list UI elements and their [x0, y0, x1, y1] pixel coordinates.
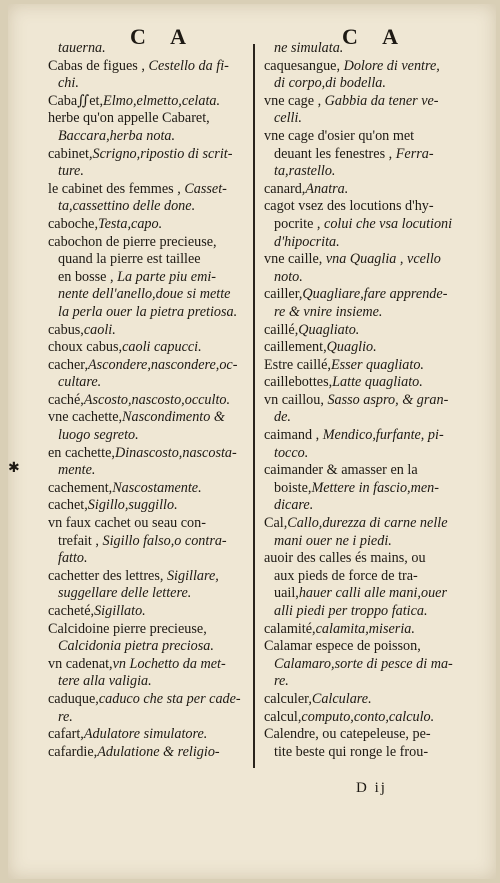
entry-roman: pocrite ,: [274, 215, 325, 232]
entry-italic: Sigillo falso,o contra-: [102, 532, 227, 549]
entry-line: [48, 744, 248, 762]
entry-italic: Mettere in fascio,men-: [311, 479, 439, 496]
entry-line: [48, 445, 248, 463]
entry-line: [48, 480, 248, 498]
entry-italic: Sigillato.: [94, 603, 146, 619]
entry-line: [48, 497, 248, 515]
entry-line: [48, 726, 248, 744]
entry-roman: tite beste qui ronge le frou-: [274, 743, 429, 760]
entry-italic: ne simulata.: [274, 40, 344, 56]
entry-italic: caoli capucci.: [122, 339, 202, 356]
entry-line: [48, 146, 248, 164]
entry-line: [48, 216, 248, 234]
entry-line: [264, 339, 486, 357]
entry-line: [48, 691, 248, 709]
entry-italic: nente dell'anello,doue si mette: [58, 286, 231, 303]
entry-line: [48, 75, 248, 93]
entry-line: [264, 357, 486, 375]
entry-italic: d'hipocrita.: [274, 233, 340, 250]
entry-roman: cabochon de pierre precieuse,: [48, 233, 217, 250]
right-running-head: C A: [342, 24, 409, 49]
entry-roman: caillé,: [264, 321, 299, 338]
entry-line: [264, 181, 486, 199]
entry-italic: caduco che sta per cade-: [98, 690, 241, 707]
entry-roman: vne cage ,: [264, 92, 325, 109]
entry-italic: luogo segreto.: [58, 427, 139, 444]
entry-line: [264, 234, 486, 252]
entry-line: [48, 93, 248, 111]
entry-italic: mani ouer ne i piedi.: [274, 532, 392, 549]
entry-italic: Quagliare,fare apprende-: [302, 286, 448, 303]
entry-italic: Sigillo,suggillo.: [87, 497, 178, 514]
entry-italic: re.: [58, 708, 73, 725]
entry-italic: noto.: [274, 268, 303, 285]
entry-line: [48, 357, 248, 375]
entry-roman: cabinet,: [48, 145, 93, 162]
entry-line: [48, 322, 248, 340]
entry-line: [264, 726, 486, 744]
entry-line: [264, 251, 486, 269]
entry-italic: cultare.: [58, 374, 102, 391]
entry-roman: vne cachette,: [48, 409, 123, 426]
entry-italic: tauerna.: [58, 40, 106, 56]
entry-line: [264, 533, 486, 551]
entry-roman: cafardie,: [48, 743, 98, 760]
entry-italic: Calamaro,sorte di pesce di ma-: [274, 655, 453, 672]
entry-italic: La parte piu emi-: [117, 268, 217, 285]
entry-line: [48, 533, 248, 551]
entry-italic: Callo,durezza di carne nelle: [287, 515, 448, 532]
entry-italic: colui che vsa locutioni: [324, 215, 453, 232]
entry-italic: re & vnire insieme.: [274, 303, 383, 320]
entry-line: [264, 286, 486, 304]
entry-italic: tocco.: [274, 444, 309, 461]
entry-italic: alli piedi per troppo fatica.: [274, 603, 428, 619]
entry-italic: Calculare.: [311, 690, 372, 707]
entry-roman: caché,: [48, 391, 84, 408]
entry-line: [48, 673, 248, 691]
entry-italic: fatto.: [58, 550, 88, 567]
entry-line: [264, 392, 486, 410]
entry-line: [264, 110, 486, 128]
entry-roman: Calcidoine pierre precieuse,: [48, 620, 207, 637]
entry-italic: Ferra-: [395, 145, 434, 162]
entry-line: [264, 58, 486, 76]
right-column: [264, 40, 486, 761]
entry-line: [48, 550, 248, 568]
entry-italic: di corpo,di bodella.: [274, 75, 386, 92]
entry-italic: Testa,capo.: [98, 215, 163, 232]
entry-line: [264, 691, 486, 709]
entry-line: [264, 656, 486, 674]
entry-italic: chi.: [58, 75, 79, 92]
entry-roman: Caba∬et,: [48, 92, 104, 109]
entry-line: [264, 427, 486, 445]
entry-line: [48, 621, 248, 639]
entry-line: [48, 128, 248, 146]
entry-roman: deuant les fenestres ,: [274, 145, 396, 162]
entry-line: [48, 603, 248, 621]
entry-line: [48, 709, 248, 727]
entry-line: [48, 568, 248, 586]
entry-roman: cacheté,: [48, 603, 95, 619]
entry-roman: Calendre, ou catepeleuse, pe-: [264, 726, 431, 743]
entry-line: [48, 392, 248, 410]
entry-roman: cachet,: [48, 497, 88, 514]
entry-line: [264, 198, 486, 216]
entry-italic: Sasso aspro, & gran-: [327, 391, 449, 408]
entry-line: [48, 638, 248, 656]
entry-line: [48, 427, 248, 445]
entry-italic: calamita,miseria.: [315, 620, 415, 637]
entry-roman: calamité,: [264, 620, 316, 637]
entry-italic: computo,conto,calculo.: [301, 708, 435, 725]
entry-line: [264, 515, 486, 533]
entry-roman: cabus,: [48, 321, 84, 338]
entry-line: [264, 146, 486, 164]
entry-roman: uail,: [274, 585, 299, 602]
entry-italic: Adulatore simulatore.: [83, 726, 208, 743]
entry-roman: cachement,: [48, 479, 113, 496]
entry-line: [264, 128, 486, 146]
entry-roman: calculer,: [264, 690, 312, 707]
entry-italic: Casset-: [184, 180, 227, 197]
entry-italic: Adulatione & religio-: [97, 743, 220, 760]
entry-italic: dicare.: [274, 497, 314, 514]
entry-roman: vne cage d'osier qu'on met: [264, 127, 415, 144]
entry-line: [48, 409, 248, 427]
book-page: [8, 4, 496, 879]
entry-roman: caillebottes,: [264, 374, 333, 391]
entry-line: [264, 374, 486, 392]
entry-roman: Estre caillé,: [264, 356, 331, 373]
entry-line: [48, 251, 248, 269]
entry-roman: canard,: [264, 180, 306, 197]
entry-line: [48, 339, 248, 357]
entry-italic: la perla ouer la pietra pretiosa.: [58, 303, 238, 320]
entry-line: [264, 621, 486, 639]
entry-italic: Ascosto,nascosto,occulto.: [83, 391, 231, 408]
entry-italic: tere alla valigia.: [58, 673, 152, 690]
entry-italic: mente.: [58, 462, 96, 479]
entry-line: [48, 40, 248, 58]
entry-italic: Baccara,herba nota.: [58, 127, 176, 144]
entry-roman: choux cabus,: [48, 339, 123, 356]
entry-line: [264, 603, 486, 621]
entry-roman: caimand ,: [264, 427, 323, 444]
entry-roman: en cachette,: [48, 444, 115, 461]
entry-italic: caoli.: [83, 321, 116, 338]
entry-line: [264, 322, 486, 340]
entry-line: [48, 269, 248, 287]
entry-roman: caduque,: [48, 690, 99, 707]
entry-line: [48, 163, 248, 181]
entry-roman: calcul,: [264, 708, 302, 725]
entry-roman: Cabas de figues ,: [48, 57, 149, 74]
entry-line: [48, 304, 248, 322]
entry-italic: Elmo,elmetto,celata.: [103, 92, 221, 109]
entry-line: [264, 409, 486, 427]
entry-line: [264, 163, 486, 181]
entry-line: [264, 462, 486, 480]
entry-line: [264, 40, 486, 58]
entry-roman: en bosse ,: [58, 268, 118, 285]
entry-roman: quand la pierre est taillee: [58, 251, 201, 268]
entry-roman: Calamar espece de poisson,: [264, 638, 421, 655]
entry-italic: Latte quagliato.: [332, 374, 423, 391]
entry-roman: cafart,: [48, 726, 84, 743]
entry-italic: Gabbia da tener ve-: [324, 92, 439, 109]
entry-italic: Dolore di ventre,: [343, 57, 440, 74]
entry-italic: de.: [274, 409, 291, 426]
entry-italic: Anatra.: [305, 180, 349, 197]
entry-italic: Quaglio.: [326, 339, 377, 356]
entry-italic: Nascostamente.: [112, 479, 202, 496]
entry-roman: aux pieds de force de tra-: [274, 567, 418, 584]
entry-italic: Nascondimento &: [122, 409, 225, 426]
entry-line: [48, 58, 248, 76]
entry-italic: suggellare delle lettere.: [58, 585, 192, 602]
entry-italic: ta,cassettino delle done.: [58, 198, 196, 215]
entry-line: [264, 568, 486, 586]
entry-roman: vn faux cachet ou seau con-: [48, 515, 206, 532]
entry-roman: vn cadenat,: [48, 655, 113, 672]
entry-roman: caimander & amasser en la: [264, 462, 418, 479]
entry-line: [264, 93, 486, 111]
entry-line: [264, 75, 486, 93]
signature-mark: D ij: [356, 780, 387, 796]
left-running-head: C A: [130, 24, 197, 49]
entry-line: [264, 445, 486, 463]
entry-italic: re.: [274, 673, 289, 690]
entry-roman: caboche,: [48, 215, 99, 232]
entry-italic: Ascondere,nascondere,oc-: [88, 356, 238, 373]
entry-roman: auoir des calles és mains, ou: [264, 550, 426, 567]
margin-ink-mark: ✱: [8, 461, 20, 476]
entry-line: [48, 462, 248, 480]
entry-italic: Dinascosto,nascosta-: [114, 444, 237, 461]
entry-line: [264, 585, 486, 603]
entry-italic: ta,rastello.: [274, 163, 336, 180]
column-divider: [253, 44, 255, 768]
entry-roman: le cabinet des femmes ,: [48, 180, 185, 197]
entry-italic: celli.: [274, 110, 302, 127]
entry-roman: trefait ,: [58, 532, 103, 549]
entry-italic: Esser quagliato.: [330, 356, 424, 373]
entry-italic: hauer calli alle mani,ouer: [298, 585, 447, 602]
entry-line: [48, 515, 248, 533]
entry-line: [264, 497, 486, 515]
entry-italic: Calcidonia pietra preciosa.: [58, 638, 214, 655]
entry-italic: vn Lochetto da met-: [112, 655, 226, 672]
entry-italic: Sigillare,: [166, 567, 219, 584]
entry-line: [264, 744, 486, 762]
entry-italic: Mendico,furfante, pi-: [322, 427, 444, 444]
entry-roman: cachetter des lettres,: [48, 567, 167, 584]
entry-italic: vna Quaglia , vcello: [325, 251, 441, 268]
entry-roman: herbe qu'on appelle Cabaret,: [48, 110, 210, 127]
entry-line: [48, 656, 248, 674]
entry-line: [48, 198, 248, 216]
entry-roman: boiste,: [274, 479, 312, 496]
entry-italic: ture.: [58, 163, 84, 180]
entry-line: [264, 480, 486, 498]
entry-line: [264, 550, 486, 568]
entry-line: [264, 216, 486, 234]
entry-roman: cagot vsez des locutions d'hy-: [264, 198, 434, 215]
entry-italic: Quagliato.: [298, 321, 360, 338]
entry-line: [264, 304, 486, 322]
entry-line: [48, 374, 248, 392]
entry-roman: vn caillou,: [264, 391, 328, 408]
entry-line: [48, 110, 248, 128]
entry-roman: cailler,: [264, 286, 303, 303]
entry-line: [48, 181, 248, 199]
entry-line: [264, 269, 486, 287]
entry-roman: vne caille,: [264, 251, 326, 268]
entry-line: [264, 709, 486, 727]
entry-line: [48, 234, 248, 252]
entry-roman: caquesangue,: [264, 57, 344, 74]
entry-roman: cacher,: [48, 356, 88, 373]
entry-line: [264, 638, 486, 656]
entry-line: [264, 673, 486, 691]
entry-roman: Cal,: [264, 515, 288, 532]
entry-italic: Scrigno,ripostio di scrit-: [92, 145, 233, 162]
left-column: [48, 40, 248, 761]
entry-italic: Cestello da fi-: [148, 57, 229, 74]
entry-line: [48, 585, 248, 603]
entry-roman: caillement,: [264, 339, 327, 356]
entry-line: [48, 286, 248, 304]
